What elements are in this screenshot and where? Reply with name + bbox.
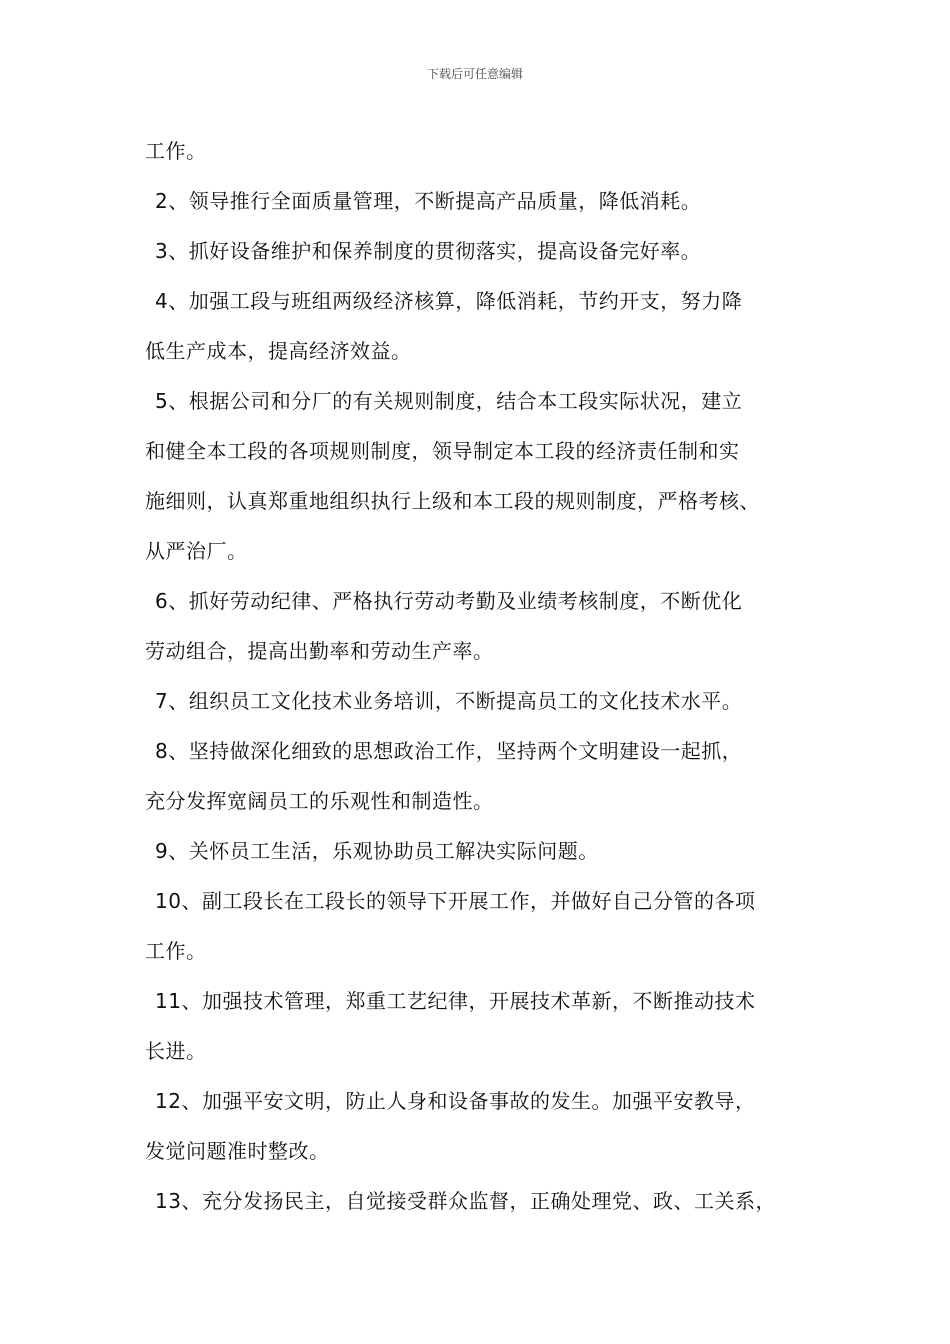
page-header: 下载后可任意编辑 <box>426 67 523 81</box>
text-line: 从严治厂。 <box>145 539 248 563</box>
text-line: 11、加强技术管理，郑重工艺纪律，开展技术革新，不断推动技术 <box>155 989 756 1013</box>
document-body <box>145 130 835 1230</box>
text-line: 工作。 <box>145 139 207 163</box>
text-line: 6、抓好劳动纪律、严格执行劳动考勤及业绩考核制度，不断优化 <box>155 589 743 613</box>
text-line: 长进。 <box>145 1039 207 1063</box>
text-line: 劳动组合，提高出勤率和劳动生产率。 <box>145 639 494 663</box>
text-line: 5、根据公司和分厂的有关规则制度，结合本工段实际状况，建立 <box>155 389 743 413</box>
text-line: 低生产成本，提高经济效益。 <box>145 339 412 363</box>
text-line: 充分发挥宽阔员工的乐观性和制造性。 <box>145 789 494 813</box>
text-line: 施细则，认真郑重地组织执行上级和本工段的规则制度，严格考核、 <box>145 489 760 513</box>
text-line: 工作。 <box>145 939 207 963</box>
text-line: 9、关怀员工生活，乐观协助员工解决实际问题。 <box>155 839 599 863</box>
text-line: 2、领导推行全面质量管理，不断提高产品质量，降低消耗。 <box>155 189 702 213</box>
text-line: 3、抓好设备维护和保养制度的贯彻落实，提高设备完好率。 <box>155 239 702 263</box>
text-line: 13、充分发扬民主，自觉接受群众监督，正确处理党、政、工关系， <box>155 1189 776 1213</box>
text-line: 7、组织员工文化技术业务培训，不断提高员工的文化技术水平。 <box>155 689 743 713</box>
text-line: 8、坚持做深化细致的思想政治工作，坚持两个文明建设一起抓， <box>155 739 743 763</box>
text-line: 4、加强工段与班组两级经济核算，降低消耗，节约开支，努力降 <box>155 289 743 313</box>
text-line: 12、加强平安文明，防止人身和设备事故的发生。加强平安教导， <box>155 1089 756 1113</box>
text-line: 和健全本工段的各项规则制度，领导制定本工段的经济责任制和实 <box>145 439 740 463</box>
text-line: 发觉问题准时整改。 <box>145 1139 330 1163</box>
text-line: 10、副工段长在工段长的领导下开展工作，并做好自己分管的各项 <box>155 889 756 913</box>
